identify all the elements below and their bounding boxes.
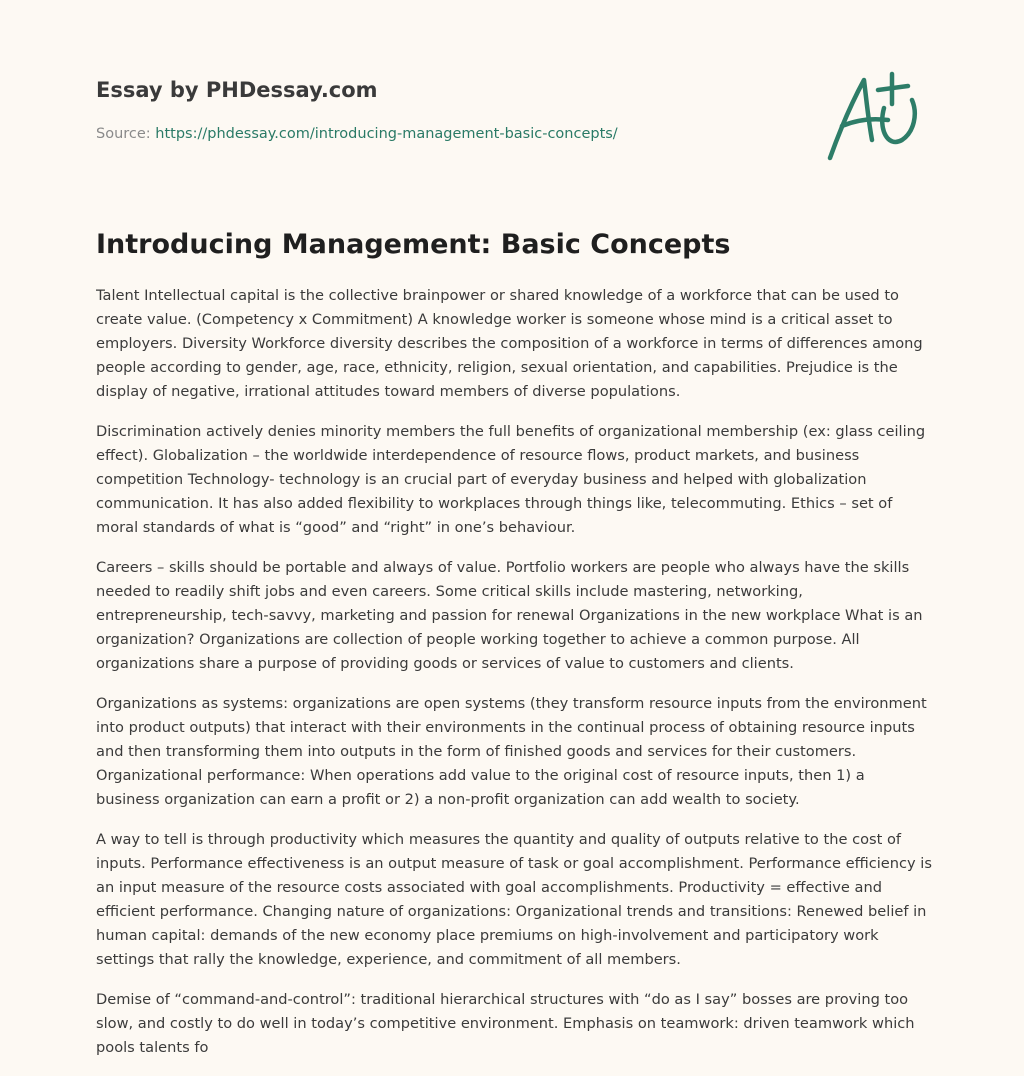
essay-title: Introducing Management: Basic Concepts (96, 229, 731, 260)
a-plus-grade-icon (822, 68, 926, 164)
essay-paragraph: Careers – skills should be portable and always of value. Portfolio workers are people who always have the skills needed to readily shift jobs and even careers. Some critical skills include mastering, networking, entrepreneurship, tech-savvy, marketing and passion for renewal Organizations in the new workplace What is an organization? Organizations are collection of people working together to achieve a common purpose. All organizations share a purpose of providing goods or services of value to customers and clients. (96, 559, 923, 672)
source-label: Source: (96, 126, 156, 142)
essay-paragraph: Demise of “command-and-control”: traditional hierarchical structures with “do as I say” bosses are proving too slow, and costly to do well in today’s competitive environment. Emphasis on teamwork: driven teamwork which pools talents fo (96, 991, 915, 1056)
essay-paragraph: Discrimination actively denies minority members the full benefits of organizational membership (ex: glass ceiling effect). Globalization – the worldwide interdependence of resource flows, product markets, and business competition Technology- technology is an crucial part of everyday business and helped with globalization communication. It has also added flexibility to workplaces through things like, telecommuting. Ethics – set of moral standards of what is “good” and “right” in one’s behaviour. (96, 423, 926, 536)
source-line (96, 124, 796, 144)
site-brand: Essay by PHDessay.com (96, 78, 378, 102)
page-header (96, 76, 796, 144)
source-link[interactable]: https://phdessay.com/introducing-management-basic-concepts/ (155, 126, 618, 142)
essay-paragraph: Talent Intellectual capital is the collective brainpower or shared knowledge of a workforce that can be used to create value. (Competency x Commitment) A knowledge worker is someone whose mind is a critical asset to employers. Diversity Workforce diversity describes the composition of a workforce in terms of differences among people according to gender, age, race, ethnicity, religion, sexual orientation, and capabilities. Prejudice is the display of negative, irrational attitudes toward members of diverse populations. (96, 287, 923, 400)
essay-body (96, 284, 932, 1064)
essay-paragraph: Organizations as systems: organizations are open systems (they transform resource inputs from the environment into product outputs) that interact with their environments in the continual process of obtaining resource inputs and then transforming them into outputs in the form of finished goods and services for their customers. Organizational performance: When operations add value to the original cost of resource inputs, then 1) a business organization can earn a profit or 2) a non-profit organization can add wealth to society. (96, 695, 927, 808)
essay-paragraph: A way to tell is through productivity which measures the quantity and quality of outputs relative to the cost of inputs. Performance effectiveness is an output measure of task or goal accomplishment. Performance efficiency is an input measure of the resource costs associated with goal accomplishments. Productivity = effective and efficient performance. Changing nature of organizations: Organizational trends and transitions: Renewed belief in human capital: demands of the new economy place premiums on high-involvement and participatory work settings that rally the knowledge, experience, and commitment of all members. (96, 831, 932, 968)
